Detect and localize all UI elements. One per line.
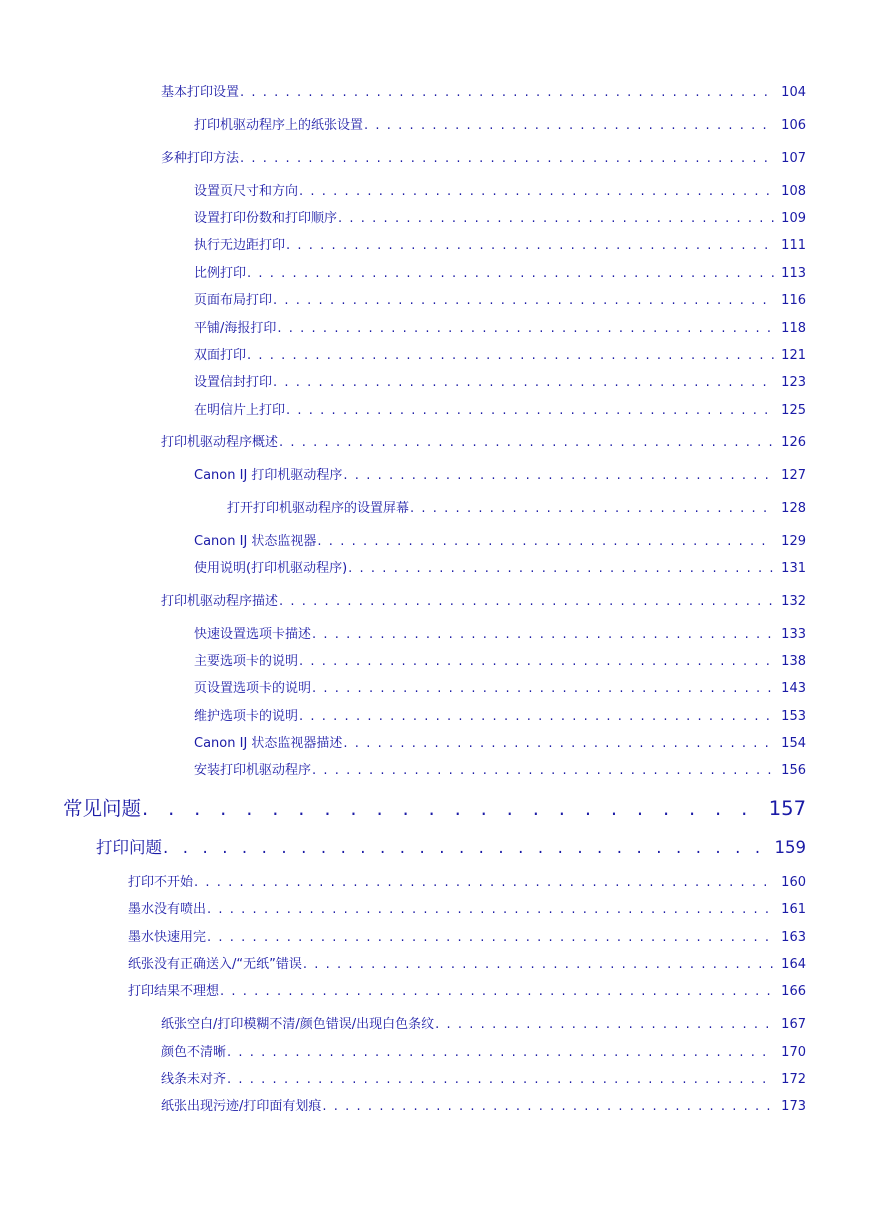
toc-entry-page: 159 xyxy=(774,838,806,857)
toc-entry-page: 116 xyxy=(781,293,806,308)
toc-entry-page: 138 xyxy=(781,654,806,669)
toc-entry-title: 基本打印设置 xyxy=(161,85,240,100)
toc-entry-title: 打开打印机驱动程序的设置屏幕 xyxy=(227,501,410,516)
toc-entry-page: 121 xyxy=(781,348,806,363)
toc-entry[interactable] xyxy=(194,709,806,725)
toc-entry-page: 107 xyxy=(781,151,806,166)
dot-leader xyxy=(227,1045,774,1061)
toc-entry-title: 打印不开始 xyxy=(128,875,194,890)
toc-entry-title: 双面打印 xyxy=(194,348,247,363)
toc-entry-title: 维护选项卡的说明 xyxy=(194,709,299,724)
toc-entry-page: 123 xyxy=(781,375,806,390)
dot-leader xyxy=(343,468,774,484)
toc-entry[interactable] xyxy=(161,151,806,167)
toc-entry[interactable] xyxy=(194,238,806,254)
toc-entry[interactable] xyxy=(194,118,806,134)
toc-entry[interactable] xyxy=(161,1045,806,1061)
dot-leader xyxy=(348,561,774,577)
toc-entry-title: 线条未对齐 xyxy=(161,1072,227,1087)
dot-leader xyxy=(286,403,774,419)
dot-leader xyxy=(227,1072,774,1088)
dot-leader xyxy=(240,85,774,101)
toc-entry-page: 129 xyxy=(781,534,806,549)
toc-entry-page: 170 xyxy=(781,1045,806,1060)
toc-entry-page: 172 xyxy=(781,1072,806,1087)
dot-leader xyxy=(338,211,774,227)
toc-entry-title: 常见问题 xyxy=(63,797,142,820)
toc-entry-title: Canon IJ 打印机驱动程序 xyxy=(194,468,343,483)
dot-leader xyxy=(322,1099,774,1115)
toc-entry-page: 113 xyxy=(781,266,806,281)
toc-entry-page: 127 xyxy=(781,468,806,483)
toc-entry[interactable] xyxy=(194,561,806,577)
toc-entry[interactable] xyxy=(128,902,806,918)
toc-entry-page: 126 xyxy=(781,435,806,450)
toc-entry-title: 墨水没有喷出 xyxy=(128,902,207,917)
toc-entry[interactable] xyxy=(194,375,806,391)
dot-leader xyxy=(317,534,774,550)
toc-entry-title: 打印机驱动程序上的纸张设置 xyxy=(194,118,364,133)
toc-entry[interactable] xyxy=(194,763,806,779)
toc-entry-page: 153 xyxy=(781,709,806,724)
toc-entry[interactable] xyxy=(194,266,806,282)
toc-entry-page: 109 xyxy=(781,211,806,226)
toc-entry[interactable] xyxy=(161,85,806,101)
toc-entry-title: 纸张没有正确送入/“无纸”错误 xyxy=(128,957,302,972)
toc-entry[interactable] xyxy=(128,930,806,946)
toc-entry[interactable] xyxy=(161,1099,806,1115)
toc-entry-page: 154 xyxy=(781,736,806,751)
toc-entry-title: 页设置选项卡的说明 xyxy=(194,681,312,696)
dot-leader xyxy=(299,709,774,725)
toc-entry-page: 166 xyxy=(781,984,806,999)
dot-leader xyxy=(286,238,774,254)
toc-entry-page: 167 xyxy=(781,1017,806,1032)
toc-entry-page: 128 xyxy=(781,501,806,516)
dot-leader xyxy=(220,984,774,1000)
dot-leader xyxy=(435,1017,774,1033)
dot-leader xyxy=(194,875,774,891)
toc-entry[interactable] xyxy=(194,681,806,697)
toc-entry-title: 设置页尺寸和方向 xyxy=(194,184,299,199)
toc-entry-title: 主要选项卡的说明 xyxy=(194,654,299,669)
dot-leader xyxy=(279,594,774,610)
dot-leader xyxy=(299,654,774,670)
toc-entry-title: 打印机驱动程序描述 xyxy=(161,594,279,609)
toc-entry-page: 173 xyxy=(781,1099,806,1114)
dot-leader xyxy=(312,627,774,643)
toc-entry[interactable] xyxy=(194,348,806,364)
toc-entry[interactable] xyxy=(194,211,806,227)
toc-entry-page: 106 xyxy=(781,118,806,133)
toc-entry-title: 纸张空白/打印模糊不清/颜色错误/出现白色条纹 xyxy=(161,1017,435,1032)
toc-entry[interactable] xyxy=(128,984,806,1000)
toc-entry[interactable] xyxy=(128,957,806,973)
dot-leader xyxy=(273,293,774,309)
toc-entry-title: 执行无边距打印 xyxy=(194,238,286,253)
dot-leader xyxy=(207,902,774,918)
dot-leader xyxy=(247,348,774,364)
toc-entry-title: Canon IJ 状态监视器描述 xyxy=(194,736,343,751)
toc-entry-title: 颜色不清晰 xyxy=(161,1045,227,1060)
dot-leader xyxy=(279,435,774,451)
toc-entry-title: 快速设置选项卡描述 xyxy=(194,627,312,642)
toc-entry-page: 125 xyxy=(781,403,806,418)
toc-entry-page: 118 xyxy=(781,321,806,336)
dot-leader xyxy=(277,321,774,337)
toc-entry[interactable] xyxy=(194,293,806,309)
toc-entry-title: 安装打印机驱动程序 xyxy=(194,763,312,778)
toc-entry-title: 使用说明(打印机驱动程序) xyxy=(194,561,348,576)
toc-entry[interactable] xyxy=(227,501,806,517)
toc-entry[interactable] xyxy=(194,184,806,200)
toc-chapter[interactable] xyxy=(63,797,806,821)
toc-entry-title: 设置打印份数和打印顺序 xyxy=(194,211,338,226)
toc-entry-title: 打印机驱动程序概述 xyxy=(161,435,279,450)
dot-leader xyxy=(163,838,765,858)
toc-entry-page: 163 xyxy=(781,930,806,945)
toc-entry-page: 133 xyxy=(781,627,806,642)
toc-entry[interactable] xyxy=(194,736,806,752)
dot-leader xyxy=(273,375,774,391)
toc-entry-page: 160 xyxy=(781,875,806,890)
toc-entry-page: 157 xyxy=(768,797,806,820)
toc-entry-page: 143 xyxy=(781,681,806,696)
dot-leader xyxy=(303,957,774,973)
toc-entry[interactable] xyxy=(161,1072,806,1088)
toc-entry-page: 131 xyxy=(781,561,806,576)
toc-entry[interactable] xyxy=(194,403,806,419)
toc-entry-title: Canon IJ 状态监视器 xyxy=(194,534,317,549)
dot-leader xyxy=(312,681,774,697)
toc-entry-title: 墨水快速用完 xyxy=(128,930,207,945)
toc-entry[interactable] xyxy=(194,321,806,337)
toc-entry-page: 164 xyxy=(781,957,806,972)
toc-entry-title: 打印结果不理想 xyxy=(128,984,220,999)
toc-entry-title: 设置信封打印 xyxy=(194,375,273,390)
dot-leader xyxy=(240,151,774,167)
toc-entry-page: 104 xyxy=(781,85,806,100)
toc-entry[interactable] xyxy=(128,875,806,891)
dot-leader xyxy=(247,266,774,282)
dot-leader xyxy=(364,118,774,134)
dot-leader xyxy=(312,763,774,779)
toc-section[interactable] xyxy=(96,838,806,858)
dot-leader xyxy=(207,930,774,946)
toc-entry[interactable] xyxy=(194,468,806,484)
toc-entry-title: 页面布局打印 xyxy=(194,293,273,308)
toc-entry-page: 108 xyxy=(781,184,806,199)
toc-entry[interactable] xyxy=(161,1017,806,1033)
toc-entry-page: 156 xyxy=(781,763,806,778)
dot-leader xyxy=(343,736,774,752)
dot-leader xyxy=(410,501,774,517)
toc-entry-page: 132 xyxy=(781,594,806,609)
toc-entry-page: 161 xyxy=(781,902,806,917)
toc-entry-title: 比例打印 xyxy=(194,266,247,281)
toc-entry-page: 111 xyxy=(781,238,806,253)
toc-entry-title: 在明信片上打印 xyxy=(194,403,286,418)
toc-entry-title: 平铺/海报打印 xyxy=(194,321,277,336)
toc-entry[interactable] xyxy=(194,654,806,670)
toc-entry-title: 纸张出现污迹/打印面有划痕 xyxy=(161,1099,322,1114)
toc-entry-title: 打印问题 xyxy=(96,838,162,857)
dot-leader xyxy=(142,797,751,821)
dot-leader xyxy=(299,184,774,200)
toc-entry[interactable] xyxy=(194,534,806,550)
toc-entry[interactable] xyxy=(161,435,806,451)
toc-entry[interactable] xyxy=(194,627,806,643)
toc-entry[interactable] xyxy=(161,594,806,610)
toc-entry-title: 多种打印方法 xyxy=(161,151,240,166)
